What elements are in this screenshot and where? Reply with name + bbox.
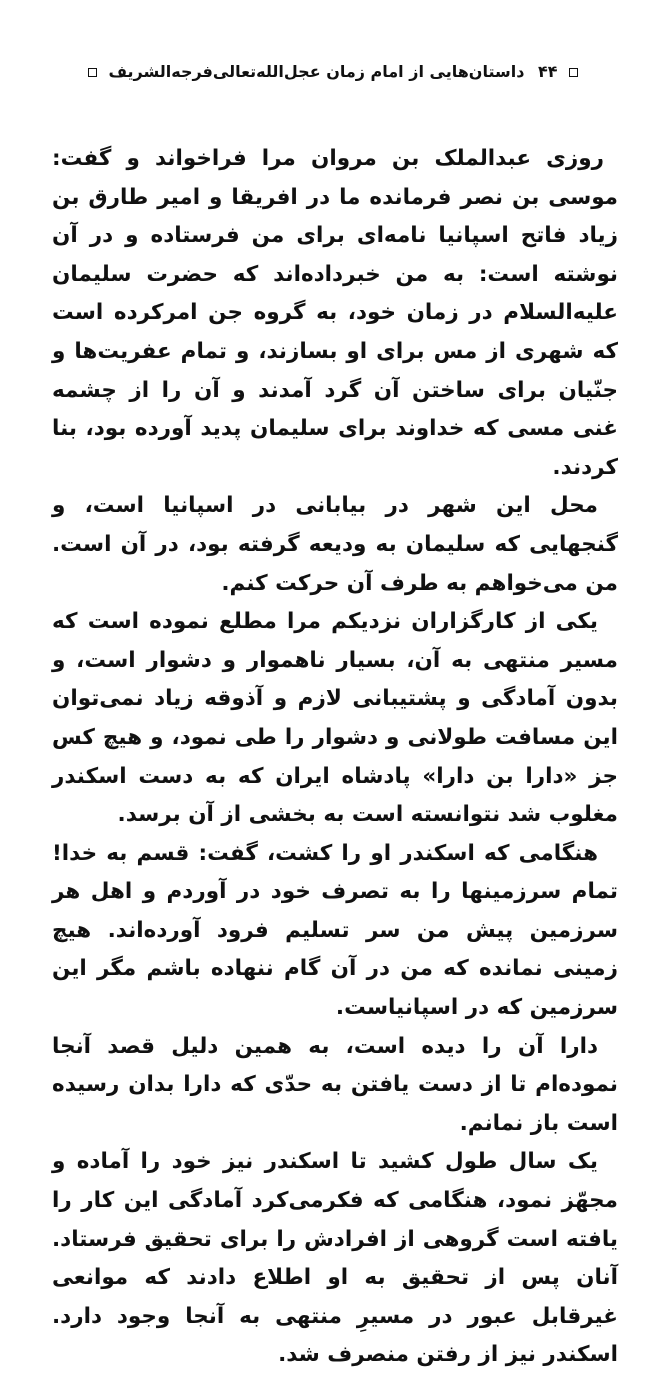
page-number: ۴۴ [538,62,558,81]
paragraph-3: یکی از کارگزاران نزدیکم مرا مطلع نموده است که مسیر منتهی به آن، بسیار ناهموار و دشوار است، و بدون آمادگی و پشتیبانی لازم و آذوقه زیاد نمی‌توان این مسافت طولانی و دشوار را طی نمود، و هیچ کس جز «دارا بن دارا» پادشاه ایران که به دست اسکندر مغلوب شد نتوانسته است به بخشی از آن برسد. [52,609,618,828]
body-text [52,140,618,1375]
running-header [0,62,666,81]
book-title: داستان‌هایی از امام زمان عجل‌الله‌تعالی‌فرجه‌الشریف [108,62,525,81]
paragraph-5: دارا آن را دیده است، به همین دلیل قصد آنجا نموده‌ام تا از دست یافتن به حدّی که دارا بدان رسیده است باز نمانم. [52,1033,618,1136]
paragraph-6: یک سال طول کشید تا اسکندر نیز خود را آماده و مجهّز نمود، هنگامی که فکرمی‌کرد آمادگی این کار را یافته است گروهی از افرادش را برای تحقیق فرستاد. آنان پس از تحقیق به او اطلاع دادند که موانعی غیرقابل عبور در مسیرِ منتهی به آنجا وجود دارد. اسکندر نیز از رفتن منصرف شد. [52,1149,618,1368]
paragraph-1: روزی عبدالملک بن مروان مرا فراخواند و گفت: موسی بن نصر فرمانده ما در افریقا و امیر طارق بن زیاد فاتح اسپانیا نامه‌ای برای من فرستاده و در آن نوشته است: به من خبرداده‌اند که حضرت سلیمان علیه‌السلام در زمان خود، به گروه جن امرکرده است که شهری از مس برای او بسازند، و تمام عفریت‌ها و جنّیان برای ساختن آن گرد آمدند و آن را از چشمه غنی مسی که خداوند برای سلیمان پدید آورده بود، بنا کردند. [52,146,618,480]
paragraph-2: محل این شهر در بیابانی در اسپانیا است، و گنجهایی که سلیمان به ودیعه گرفته بود، در آن است. من می‌خواهم به طرف آن حرکت کنم. [52,493,618,596]
header-square-ornament-right [569,68,578,77]
header-square-ornament-left [88,68,97,77]
paragraph-4: هنگامی که اسکندر او را کشت، گفت: قسم به خدا! تمام سرزمینها را به تصرف خود در آوردم و اهل هر سرزمین پیش من سر تسلیم فرود آورده‌اند. هیچ زمینی نمانده که من در آن گام ننهاده باشم مگر این سرزمین که در اسپانیاست. [52,840,618,1021]
